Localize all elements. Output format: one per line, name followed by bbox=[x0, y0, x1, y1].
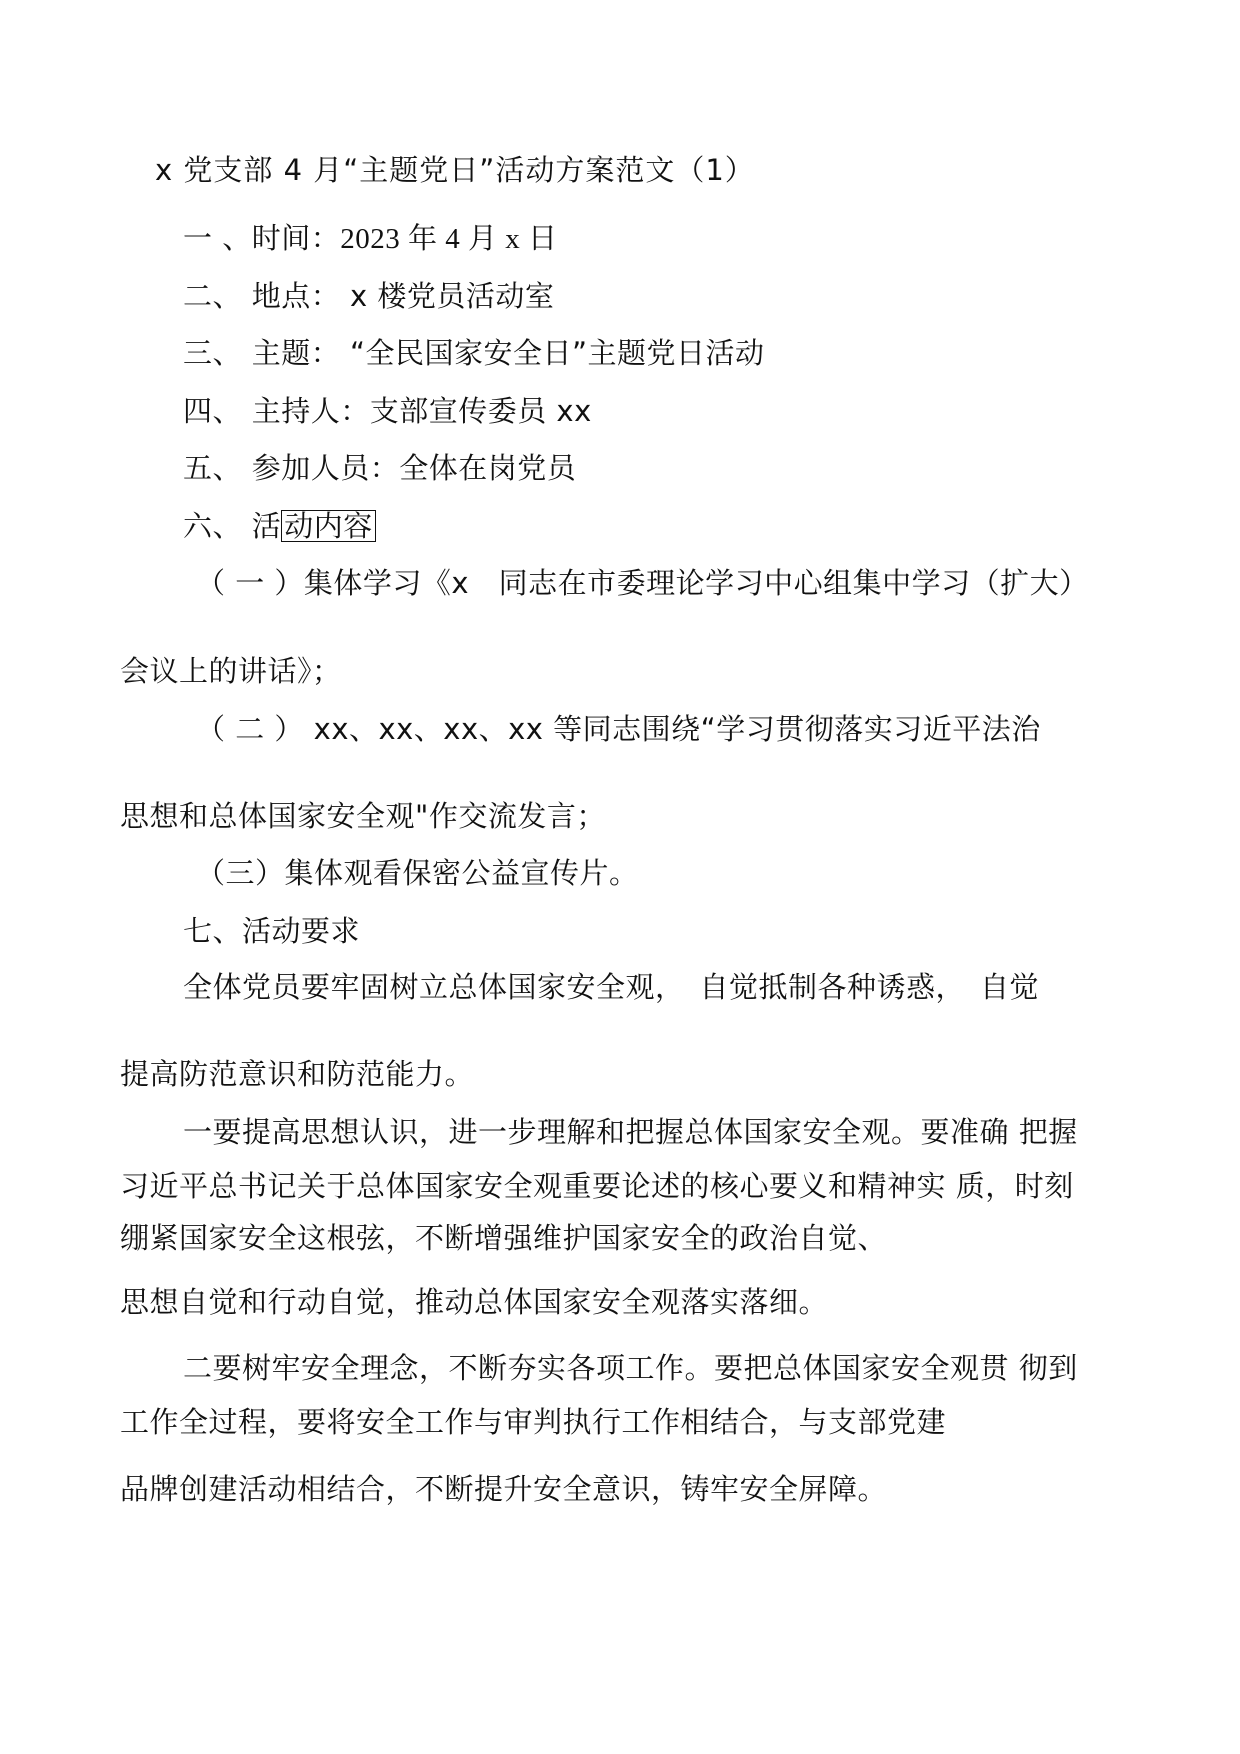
requirement-1-line-2: 习近平总书记关于总体国家安全观重要论述的核心要义和精神实 质，时刻 bbox=[120, 1169, 1074, 1203]
requirement-2-line-2: 工作全过程，要将安全工作与审判执行工作相结合，与支部党建 bbox=[120, 1405, 947, 1439]
place-value: x 楼党员活动室 bbox=[349, 279, 555, 313]
requirements-intro-line-1: 全体党员要牢固树立总体国家安全观， 自觉抵制各种诱惑， 自觉 bbox=[183, 970, 1040, 1004]
attendees-label: 五、 参加人员： bbox=[183, 451, 400, 485]
time-value: 2023 年 4 月 x 日 bbox=[340, 223, 558, 255]
requirement-2-line-1: 二要树牢安全理念，不断夯实各项工作。要把总体国家安全观贯 彻到 bbox=[183, 1351, 1078, 1385]
requirement-1-line-3: 绷紧国家安全这根弦，不断增强维护国家安全的政治自觉、 bbox=[120, 1221, 888, 1255]
item-theme bbox=[183, 333, 765, 373]
item-content-heading bbox=[183, 506, 376, 546]
requirement-1-line-4: 思想自觉和行动自觉，推动总体国家安全观落实落细。 bbox=[120, 1285, 829, 1319]
host-label: 四、 主持人： bbox=[183, 394, 370, 428]
content-item-1-line-1: （ 一 ）集体学习《x 同志在市委理论学习中心组集中学习（扩大） bbox=[196, 566, 1089, 600]
content-boxed-text: 动内容 bbox=[281, 510, 376, 542]
content-item-2-line-2: 思想和总体国家安全观"作交流发言； bbox=[120, 799, 606, 833]
host-value: 支部宣传委员 xx bbox=[369, 394, 592, 428]
theme-label: 三、 主题： bbox=[183, 336, 341, 370]
item-host bbox=[183, 391, 592, 431]
content-item-1-line-2: 会议上的讲话》； bbox=[120, 654, 342, 688]
content-item-3: （三）集体观看保密公益宣传片。 bbox=[196, 856, 639, 890]
document-title: x 党支部 4 月“主题党日”活动方案范文（1） bbox=[155, 153, 755, 187]
requirement-1-line-1: 一要提高思想认识，进一步理解和把握总体国家安全观。要准确 把握 bbox=[183, 1115, 1078, 1149]
requirement-2-line-3: 品牌创建活动相结合，不断提升安全意识，铸牢安全屏障。 bbox=[120, 1472, 888, 1506]
item-place bbox=[183, 276, 554, 316]
place-label: 二、 地点： bbox=[183, 279, 341, 313]
attendees-value: 全体在岗党员 bbox=[399, 451, 577, 485]
content-item-2-line-1: （ 二 ） xx、xx、xx、xx 等同志围绕“学习贯彻落实习近平法治 bbox=[196, 712, 1041, 746]
requirements-intro-line-2: 提高防范意识和防范能力。 bbox=[120, 1057, 475, 1091]
requirements-heading: 七、活动要求 bbox=[183, 914, 361, 948]
content-label: 六、 活 bbox=[183, 509, 282, 543]
item-time bbox=[183, 218, 557, 259]
item-attendees bbox=[183, 448, 576, 488]
theme-value: “全民国家安全日”主题党日活动 bbox=[349, 336, 765, 370]
time-label: 一 、时间： bbox=[183, 221, 341, 255]
